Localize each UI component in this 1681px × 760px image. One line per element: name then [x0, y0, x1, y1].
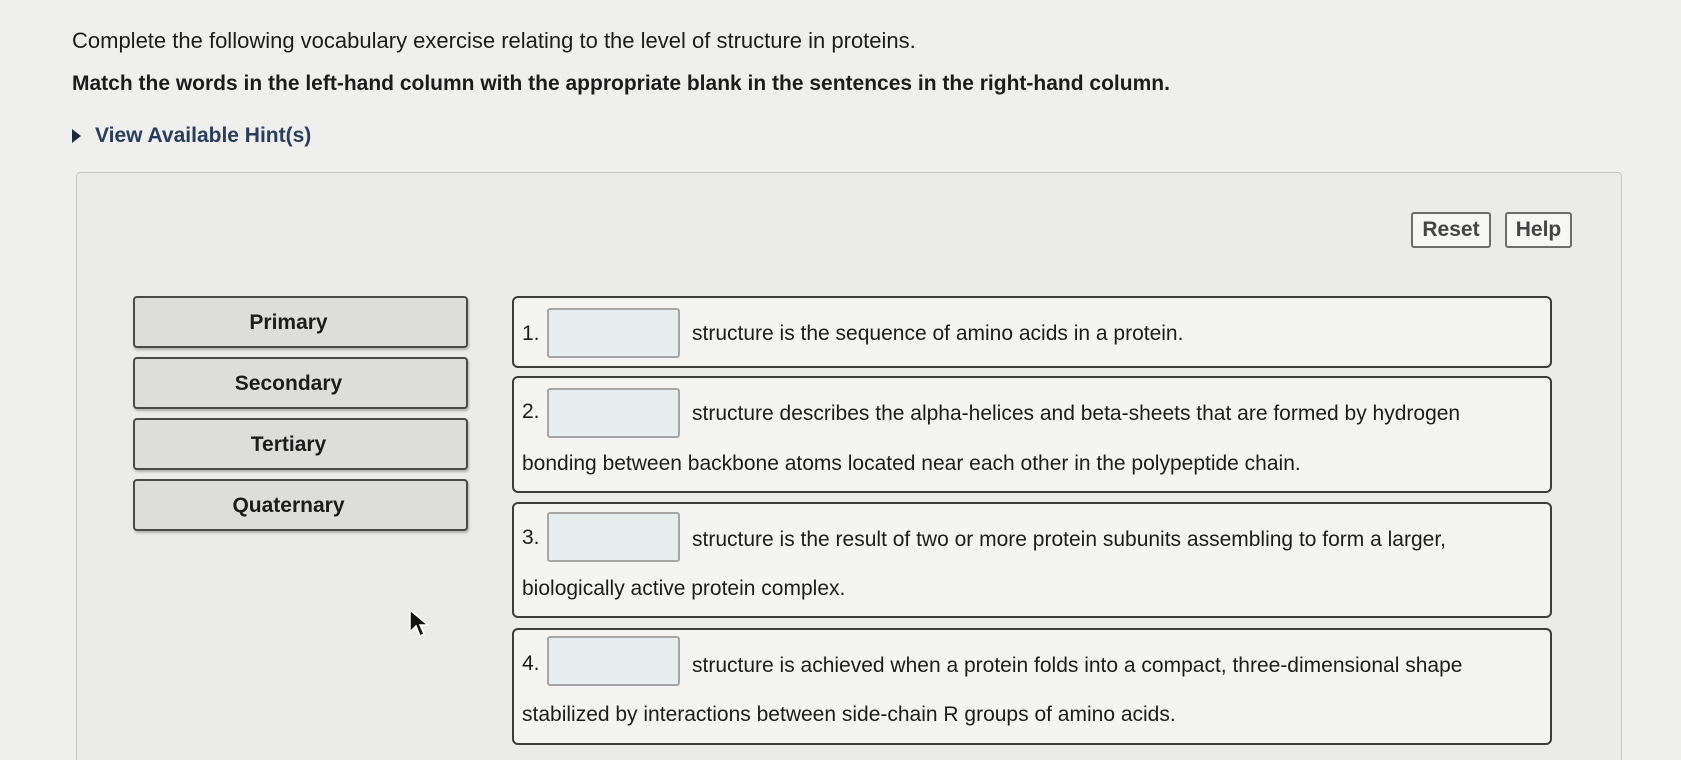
help-button[interactable]: Help [1505, 212, 1572, 248]
word-tile-quaternary[interactable] [133, 479, 468, 531]
sentence-text: structure is achieved when a protein folds into a compact, three-dimensional shape [692, 654, 1463, 677]
word-tile-secondary[interactable] [133, 357, 468, 409]
sentence-text: structure is the sequence of amino acids in a protein. [692, 322, 1184, 345]
instruction-text: Complete the following vocabulary exercise relating to the level of structure in proteins. [72, 28, 916, 53]
word-tile-primary[interactable] [133, 296, 468, 348]
word-tile-label: Primary [249, 311, 328, 334]
drop-target-blank-4[interactable] [547, 636, 680, 686]
word-tile-label: Tertiary [250, 433, 327, 456]
word-tile-tertiary[interactable] [133, 418, 468, 470]
word-tile-label: Quaternary [232, 494, 345, 517]
sentence-4 [512, 628, 1552, 745]
sentence-text-continued: biologically active protein complex. [522, 577, 846, 600]
instruction-match-text: Match the words in the left-hand column with the appropriate blank in the sentences in the right-hand column. [72, 72, 1170, 95]
sentence-text: structure describes the alpha-helices and beta-sheets that are formed by hydrogen [692, 402, 1461, 425]
sentence-number: 1. [522, 322, 540, 345]
sentence-text-continued: stabilized by interactions between side-chain R groups of amino acids. [522, 703, 1176, 726]
view-hints-toggle[interactable] [72, 124, 311, 148]
sentence-number: 4. [522, 652, 540, 675]
caret-right-icon [72, 129, 81, 143]
drop-target-blank-3[interactable] [547, 512, 680, 562]
view-hints-label: View Available Hint(s) [95, 124, 312, 147]
sentence-1 [512, 296, 1552, 368]
drop-target-blank-1[interactable] [547, 308, 680, 358]
drop-target-blank-2[interactable] [547, 388, 680, 438]
mouse-pointer-icon [408, 608, 430, 638]
sentence-3 [512, 502, 1552, 618]
word-tile-label: Secondary [234, 372, 343, 395]
sentence-number: 2. [522, 400, 540, 423]
sentence-number: 3. [522, 526, 540, 549]
sentence-2 [512, 376, 1552, 493]
sentence-text: structure is the result of two or more protein subunits assembling to form a larger, [692, 528, 1447, 551]
reset-button[interactable]: Reset [1411, 212, 1491, 248]
sentence-text-continued: bonding between backbone atoms located near each other in the polypeptide chain. [522, 452, 1301, 475]
